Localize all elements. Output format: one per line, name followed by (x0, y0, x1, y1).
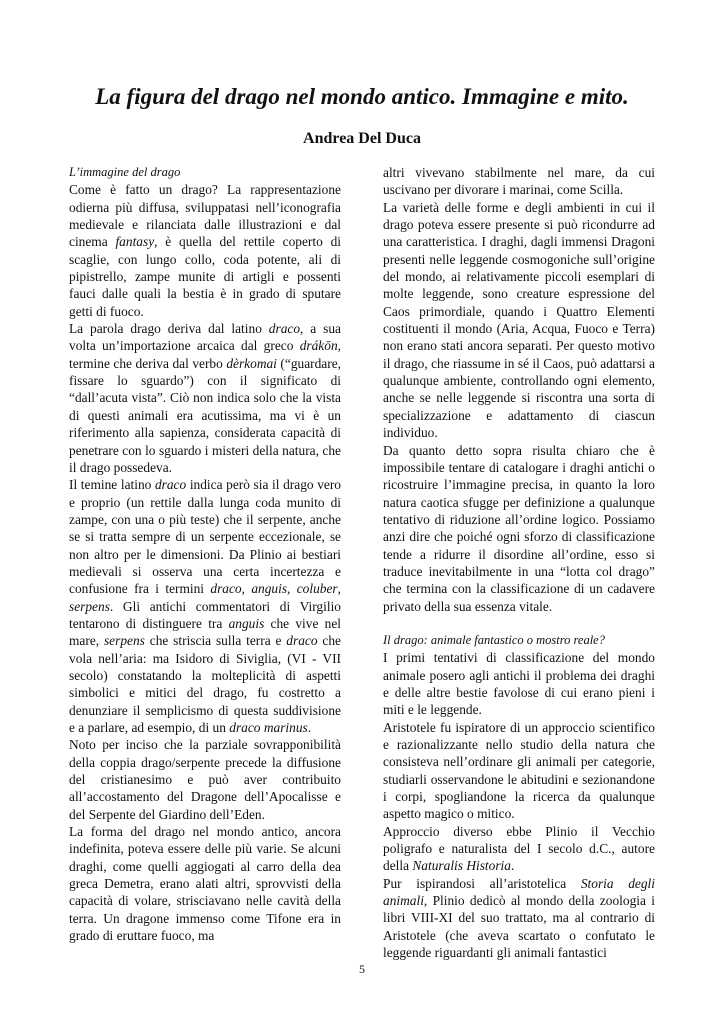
body-paragraph: I primi tentativi di classificazione del mondo animale posero agli antichi il problema dei draghi e delle altre bestie favolose di cui erano pieni i miti e le leggende. (383, 650, 655, 718)
body-paragraph: La varietà delle forme e degli ambienti in cui il drago poteva essere presente si può ricondurre ad una caratteristica. I draghi, dagli immensi Dragoni presenti nelle leggende cosmogoniche sull’origine del mondo, ai relativamente piccoli esemplari di molte leggende, sono creature espressione del Caos primordiale, quando i Quattro Elementi costituenti il mondo (Aria, Acqua, Fuoco e Terra) non erano stati ancora separati. Per questo motivo il drago, che riassume in sé il Caos, può adattarsi a qualunque ambiente, controllando ogni elemento, anche se nelle leggende si riscontra una sorta di specializzazione e adattamento di ciascun individuo. (383, 199, 655, 441)
body-paragraph: Da quanto detto sopra risulta chiaro che è impossibile tentare di catalogare i draghi antichi o ricostruire l’immagine precisa, in quanto la loro natura caotica sfugge per definizione a qualunque tentativo di riduzione all’ordine logico. Possiamo anzi dire che poiché ogni sforzo di classificazione tende a ridurre il disordine all’ordine, esso si traduce inevitabilmente in una “lotta col drago” che termina con la classificazione di un cadavere privato della sua essenza vitale. (383, 442, 655, 614)
right-column (383, 164, 655, 961)
body-paragraph: La forma del drago nel mondo antico, ancora indefinita, poteva essere delle più varie. Se alcuni draghi, come quelli aggiogati al carro della dea greca Demetra, erano alati altri, sprovvisti della capacità di volare, strisciavano nelle cavità della terra. Un dragone immenso come Tifone era in grado di eruttare fuoco, ma (69, 824, 341, 944)
body-paragraph: Aristotele fu ispiratore di un approccio scientifico e razionalizzante nello studio della natura che consisteva nell’ordinare gli animali per categorie, studiarli osservandone le abitudini e sezionandone i corpi, spogliandone la ricerca da qualunque aspetto magico o mitico. (383, 719, 655, 822)
body-paragraph: Approccio diverso ebbe Plinio il Vecchio poligrafo e naturalista del I secolo d.C., autore della Naturalis Historia. (383, 823, 655, 874)
body-paragraph: Il temine latino draco indica però sia il drago vero e proprio (un rettile dalla lunga coda munito di zampe, con una o più teste) che il serpente, anche se si tratta sempre di un serpente eccezionale, se non altro per le dimensioni. Da Plinio ai bestiari medievali si osserva una certa incertezza e confusione fra i termini draco, anguis, coluber, serpens. Gli antichi commentatori di Virgilio tentarono di distinguere tra anguis che vive nel mare, serpens che striscia sulla terra e draco che vola nell’aria: ma Isidoro di Siviglia, (VI - VII secolo) constatando la molteplicità di aspetti simbolici e mitici del drago, fu costretto a denunziare il semplicismo di questa suddivisione e a parlare, ad esempio, di un draco marinus. (69, 477, 341, 735)
body-paragraph: Come è fatto un drago? La rappresentazione odierna più diffusa, sviluppatasi nell’iconografia medievale e rilanciata dalle illustrazioni e dal cinema fantasy, è quella del rettile coperto di scaglie, con lungo collo, coda potente, ali di pipistrello, zampe munite di artigli e possenti fauci dalle quali la bestia è in grado di sputare getti di fuoco. (69, 182, 342, 319)
page-number: 5 (359, 962, 365, 976)
left-column (69, 164, 341, 944)
body-paragraph: Pur ispirandosi all’aristotelica Storia degli animali, Plinio dedicò al mondo della zoologia i libri VIII-XI del suo trattato, ma al contrario di Aristotele (che aveva scartato o confutato le leggende riguardanti gli animali fantastici (383, 875, 655, 961)
body-paragraph: La parola drago deriva dal latino draco, a sua volta un’importazione arcaica dal greco drákōn, termine che deriva dal verbo dèrkomai (“guardare, fissare lo sguardo”) con il significato di “dall’acuta vista”. Ciò non indica solo che la vista di questi animali era acutissima, ma vi è un riferimento alla sapienza, considerata capacità di penetrare con lo sguardo i misteri della natura, che il drago possedeva. (69, 321, 341, 475)
body-paragraph: altri vivevano stabilmente nel mare, da cui uscivano per divorare i marinai, come Scilla. (383, 165, 655, 198)
section-heading: L’immagine del drago (69, 165, 181, 179)
body-paragraph: Noto per inciso che la parziale sovrapponibilità della coppia drago/serpente precede la diffusione del cristianesimo e può aver contribuito all’accostamento del Dragone dell’Apocalisse e del Serpente del Giardino dell’Eden. (69, 737, 341, 822)
author-name: Andrea Del Duca (303, 130, 421, 147)
section-heading: Il drago: animale fantastico o mostro reale? (383, 632, 605, 647)
article-title: La figura del drago nel mondo antico. Immagine e mito. (95, 84, 629, 109)
